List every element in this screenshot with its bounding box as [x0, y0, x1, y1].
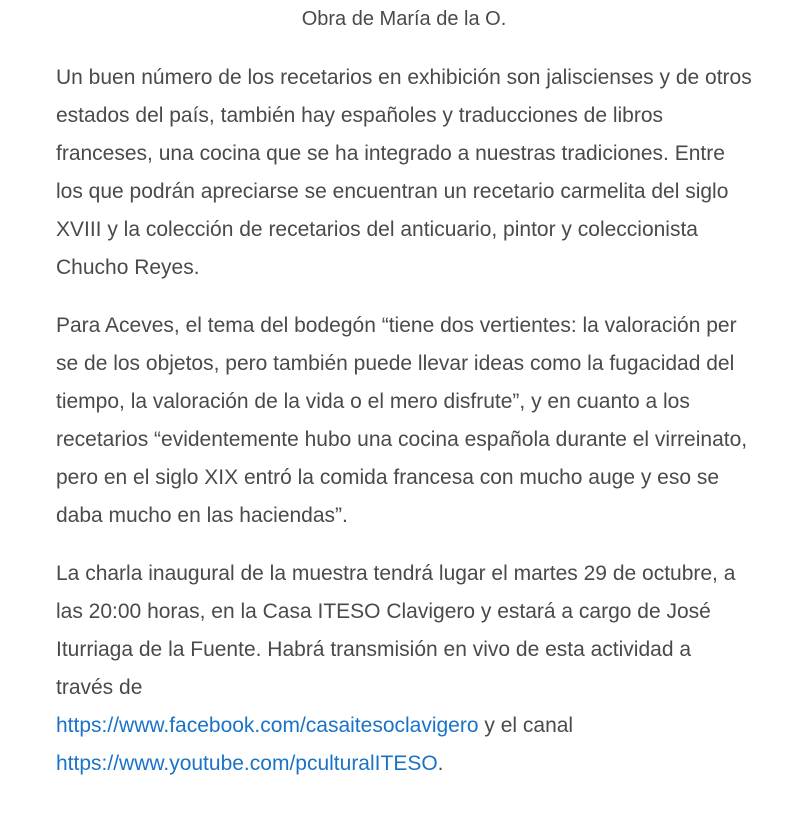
paragraph-charla [56, 555, 752, 783]
paragraph-recetarios: Un buen número de los recetarios en exhibición son jaliscienses y de otros estados del país, también hay españoles y traducciones de libros franceses, una cocina que se ha integrado a nuestras tradiciones. Entre los que podrán apreciarse se encuentran un recetario carmelita del siglo XVIII y la colección de recetarios del anticuario, pintor y coleccionista Chucho Reyes. [56, 66, 752, 279]
charla-end-text: . [437, 752, 444, 775]
image-caption: Obra de María de la O. [301, 8, 507, 30]
facebook-link[interactable]: https://www.facebook.com/casaitesoclavigero [56, 714, 479, 737]
paragraph-aceves-quote: Para Aceves, el tema del bodegón “tiene dos vertientes: la valoración per se de los objetos, pero también puede llevar ideas como la fugacidad del tiempo, la valoración de la vida o el mero disfrute”, y en cuanto a los recetarios “evidentemente hubo una cocina española durante el virreinato, pero en el siglo XIX entró la comida francesa con mucho auge y eso se daba mucho en las haciendas”. [56, 314, 748, 527]
youtube-link[interactable]: https://www.youtube.com/pculturalITESO [56, 752, 438, 775]
charla-between-text: y el canal [478, 714, 574, 737]
charla-intro-text: La charla inaugural de la muestra tendrá lugar el martes 29 de octubre, a las 20:00 horas, en la Casa ITESO Clavigero y estará a cargo de José Iturriaga de la Fuente. Habrá transmisión en vivo de esta actividad a través de [56, 562, 736, 699]
